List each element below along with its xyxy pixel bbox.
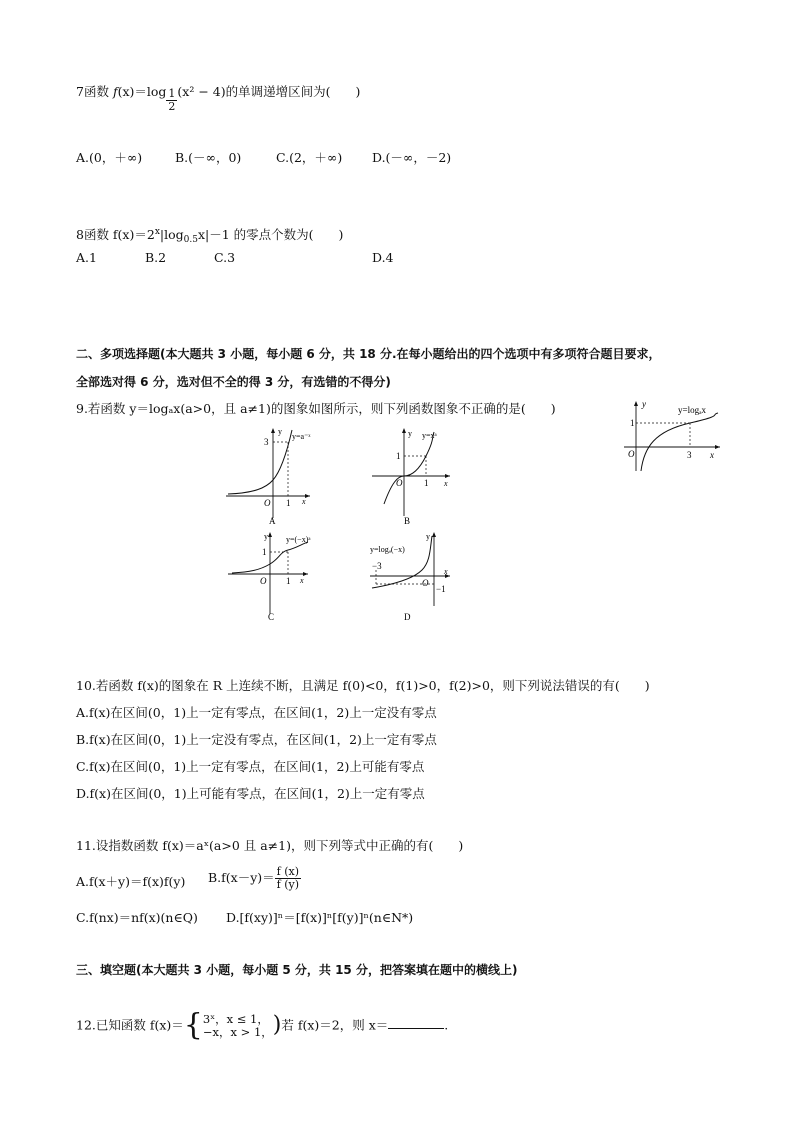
q9-graph-d (366, 530, 462, 624)
c-tick-y: 1 (262, 547, 267, 557)
c-origin: O (260, 576, 267, 586)
q10-option-a[interactable]: A.f(x)在区间(0，1)上一定有零点，在区间(1，2)上一定没有零点 (76, 705, 437, 720)
q7-base-den: 2 (168, 100, 176, 113)
q7-stem (76, 80, 361, 113)
q12-case2: −x，x > 1， (202, 1024, 273, 1039)
q12-case1: 3ˣ，x ≤ 1， (202, 1011, 269, 1026)
d-x-label: x (444, 567, 448, 576)
q10-option-b[interactable]: B.f(x)在区间(0，1)上一定没有零点，在区间(1，2)上一定有零点 (76, 732, 437, 747)
a-x-arrow (305, 494, 310, 498)
b-x-arrow (445, 474, 450, 478)
c-y-label: y (264, 532, 268, 541)
q8-text-a: 8函数 f(x)＝2 (76, 227, 155, 242)
b-y-arrow (402, 428, 406, 433)
q12-stem (76, 1007, 449, 1043)
q8-stem (76, 224, 343, 248)
q12-right-brace: ) (272, 1012, 282, 1038)
b-tick-y: 1 (396, 451, 401, 461)
b-letter[interactable]: B (404, 516, 411, 526)
b-y-label: y (408, 429, 412, 438)
q9-stem: 9.若函数 y＝logₐx(a>0，且 a≠1)的图象如图所示，则下列函数图象不正确的是( ) (76, 401, 556, 416)
q9-graph-c (224, 530, 336, 624)
a-tick-x: 1 (286, 498, 291, 508)
a-curve (228, 430, 292, 494)
q7-mid: (x)＝log (117, 84, 167, 99)
a-origin: O (264, 498, 271, 508)
c-x-arrow (303, 572, 308, 576)
d-letter[interactable]: D (404, 612, 411, 622)
q12-piecewise (203, 1013, 273, 1039)
q7-pre: 7函数 (76, 84, 113, 99)
q7-base-fraction (166, 88, 177, 113)
ref-y-arrow (634, 401, 638, 406)
q8-sup: x (154, 227, 160, 237)
section2-heading-line2: 全部选对得 6 分，选对但不全的得 3 分，有选错的不得分) (76, 375, 391, 389)
q11-stem: 11.设指数函数 f(x)＝aˣ(a>0 且 a≠1)，则下列等式中正确的有( ) (76, 838, 464, 853)
q7-arg: (x² − 4) (177, 84, 226, 99)
q11-option-b-num: f (x) (275, 866, 301, 879)
q11-option-a[interactable]: A.f(x＋y)＝f(x)f(y) (76, 874, 186, 889)
q10-stem: 10.若函数 f(x)的图象在 R 上连续不断，且满足 f(0)<0，f(1)>0，f(2)>0，则下列说法错误的有( ) (76, 678, 650, 693)
q7-base-num: 1 (168, 87, 176, 100)
c-tick-x: 1 (286, 576, 291, 586)
a-x-label: x (302, 497, 306, 506)
q8-text-b: |log (159, 227, 184, 242)
q8-option-a[interactable]: A.1 (76, 250, 97, 265)
c-curve-label: y=(−x)ᵃ (286, 535, 311, 544)
a-tick-y: 3 (264, 437, 269, 447)
q11-option-b[interactable] (208, 866, 301, 891)
q12-left-brace: { (183, 1007, 203, 1043)
c-y-arrow (268, 532, 272, 537)
d-curve-label: y=logₐ(−x) (370, 545, 405, 554)
b-origin: O (396, 478, 403, 488)
a-curve-label: y=a⁻ˣ (292, 432, 311, 441)
q8-text-c: x|－1 的零点个数为( ) (197, 227, 344, 242)
b-curve-label: y=xᵃ (422, 431, 437, 440)
b-tick-x: 1 (424, 478, 429, 488)
q11-option-b-label: B.f(x－y)＝ (208, 870, 275, 885)
q10-option-c[interactable]: C.f(x)在区间(0，1)上一定有零点，在区间(1，2)上可能有零点 (76, 759, 425, 774)
q8-option-c[interactable]: C.3 (214, 250, 236, 265)
c-x-label: x (300, 576, 304, 585)
q7-option-a[interactable]: A.(0，＋∞) (76, 150, 143, 165)
c-letter[interactable]: C (268, 612, 275, 622)
a-y-arrow (271, 428, 275, 433)
q11-option-d[interactable]: D.[f(xy)]ⁿ＝[f(x)]ⁿ[f(y)]ⁿ(n∈N*) (226, 910, 414, 925)
ref-x-label: x (710, 450, 714, 460)
ref-curve-label: y=logₐx (678, 405, 707, 415)
d-y-arrow (432, 532, 436, 537)
a-y-label: y (278, 427, 282, 436)
ref-tick-x: 3 (687, 450, 692, 460)
d-origin: O (422, 578, 429, 588)
q8-option-d[interactable]: D.4 (372, 250, 394, 265)
ref-curve (641, 413, 718, 471)
q7-post: 的单调递增区间为( ) (225, 84, 361, 99)
d-tick-y: −1 (436, 584, 446, 594)
q8-option-b[interactable]: B.2 (145, 250, 167, 265)
ref-y-label: y (642, 399, 646, 409)
d-tick-x: −3 (372, 561, 382, 571)
q7-option-b[interactable]: B.(－∞，0) (175, 150, 242, 165)
q10-option-d[interactable]: D.f(x)在区间(0，1)上可能有零点，在区间(1，2)上一定有零点 (76, 786, 425, 801)
q11-option-b-fraction (275, 866, 301, 891)
q12-end: . (444, 1017, 449, 1033)
d-y-label: y (426, 532, 430, 541)
section2-heading-line1: 二、多项选择题(本大题共 3 小题，每小题 6 分，共 18 分.在每小题给出的四个选项中有多项符合题目要求， (76, 347, 661, 361)
section3-heading: 三、填空题(本大题共 3 小题，每小题 5 分，共 15 分，把答案填在题中的横线上) (76, 963, 518, 977)
q7-fx: f (112, 84, 118, 99)
q11-option-b-den: f (y) (276, 878, 300, 891)
q7-option-c[interactable]: C.(2，＋∞) (276, 150, 343, 165)
q12-pre: 12.已知函数 f(x)＝ (76, 1017, 184, 1033)
ref-origin: O (628, 449, 635, 459)
q12-answer-blank[interactable] (388, 1016, 444, 1029)
q9-graph-a (224, 426, 314, 528)
q11-option-c[interactable]: C.f(nx)＝nf(x)(n∈Q) (76, 910, 198, 925)
ref-x-arrow (715, 445, 720, 449)
q12-post: 若 f(x)＝2，则 x＝ (281, 1017, 389, 1033)
q8-sub: 0.5 (183, 235, 198, 245)
q9-graph-b (370, 426, 460, 528)
q9-reference-graph (620, 397, 725, 473)
a-letter[interactable]: A (269, 516, 276, 526)
q7-option-d[interactable]: D.(－∞，－2) (372, 150, 452, 165)
b-x-label: x (444, 479, 448, 488)
ref-tick-y: 1 (630, 418, 635, 428)
b-curve (384, 432, 434, 504)
